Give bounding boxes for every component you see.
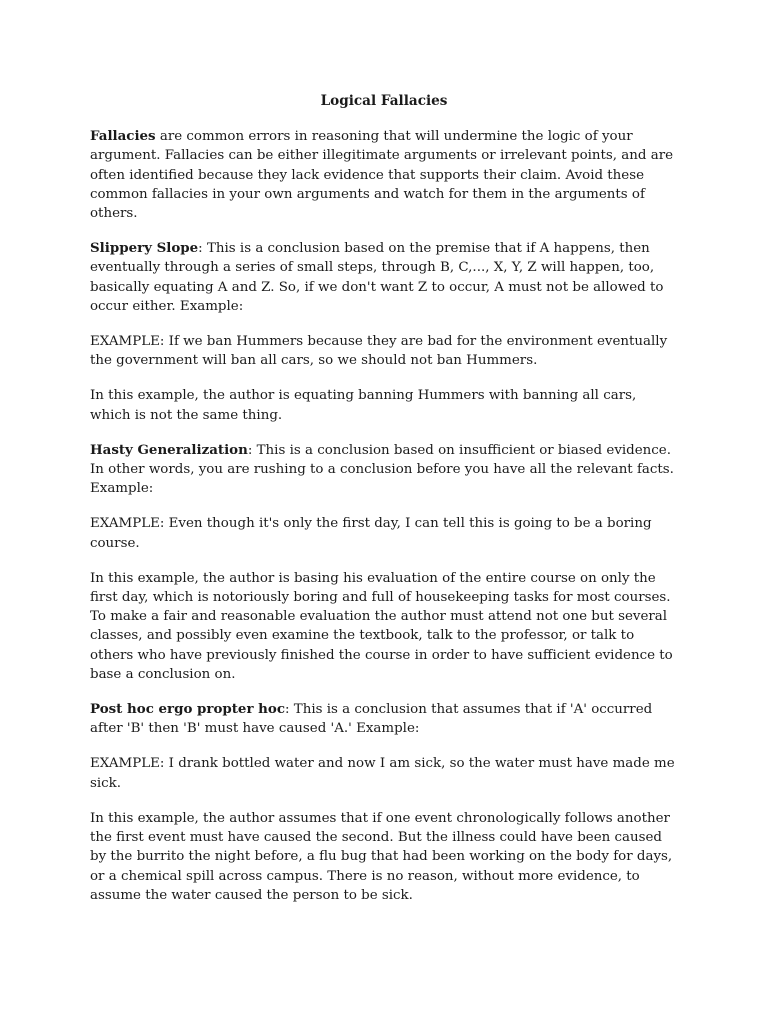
intro-term: Fallacies — [90, 128, 156, 145]
document-page — [90, 92, 678, 921]
intro-text: are common errors in reasoning that will undermine the logic of your argument. Fallacies can be either illegitimate arguments or irrelevant points, and are often identified because they lack evidence that supports their claim. Avoid these common fallacies in your own arguments and watch for them in the arguments of others. — [90, 129, 674, 222]
hasty-generalization-definition — [90, 441, 678, 499]
intro-paragraph — [90, 127, 678, 223]
hasty-generalization-explanation: In this example, the author is basing his evaluation of the entire course on only the first day, which is notoriously boring and full of housekeeping tasks for most courses. To make a fair and reasonable evaluation the author must attend not one but several classes, and possibly even examine the textbook, talk to the professor, or talk to others who have previously finished the course in order to have sufficient evidence to base a conclusion on. — [90, 570, 673, 682]
slippery-slope-term: Slippery Slope — [90, 240, 199, 257]
hasty-generalization-term: Hasty Generalization — [90, 441, 248, 458]
post-hoc-term: Post hoc ergo propter hoc — [90, 701, 285, 718]
slippery-slope-example: EXAMPLE: If we ban Hummers because they are bad for the environment eventually the government will ban all cars, so we should not ban Hummers. — [90, 334, 668, 369]
hasty-generalization-example: EXAMPLE: Even though it's only the first day, I can tell this is going to be a boring course. — [90, 516, 652, 551]
post-hoc-example: EXAMPLE: I drank bottled water and now I am sick, so the water must have made me sick. — [90, 756, 675, 791]
hasty-generalization-definition-text: : This is a conclusion based on insufficient or biased evidence. In other words, you are rushing to a conclusion before you have all the relevant facts. Example: — [90, 442, 674, 497]
document-title: Logical Fallacies — [320, 93, 448, 109]
post-hoc-explanation: In this example, the author assumes that if one event chronologically follows another the first event must have caused the second. But the illness could have been caused by the burrito the night before, a flu bug that had been working on the body for days, or a chemical spill across campus. There is no reason, without more evidence, to assume the water caused the person to be sick. — [90, 810, 673, 903]
slippery-slope-definition — [90, 239, 678, 316]
post-hoc-definition-text: : This is a conclusion that assumes that if 'A' occurred after 'B' then 'B' must have caused 'A.' Example: — [90, 702, 653, 737]
slippery-slope-explanation: In this example, the author is equating banning Hummers with banning all cars, which is not the same thing. — [90, 388, 637, 423]
slippery-slope-definition-text: : This is a conclusion based on the premise that if A happens, then eventually through a series of small steps, through B, C,..., X, Y, Z will happen, too, basically equating A and Z. So, if we don't want Z to occur, A must not be allowed to occur either. Example: — [90, 241, 664, 314]
post-hoc-definition — [90, 700, 678, 738]
